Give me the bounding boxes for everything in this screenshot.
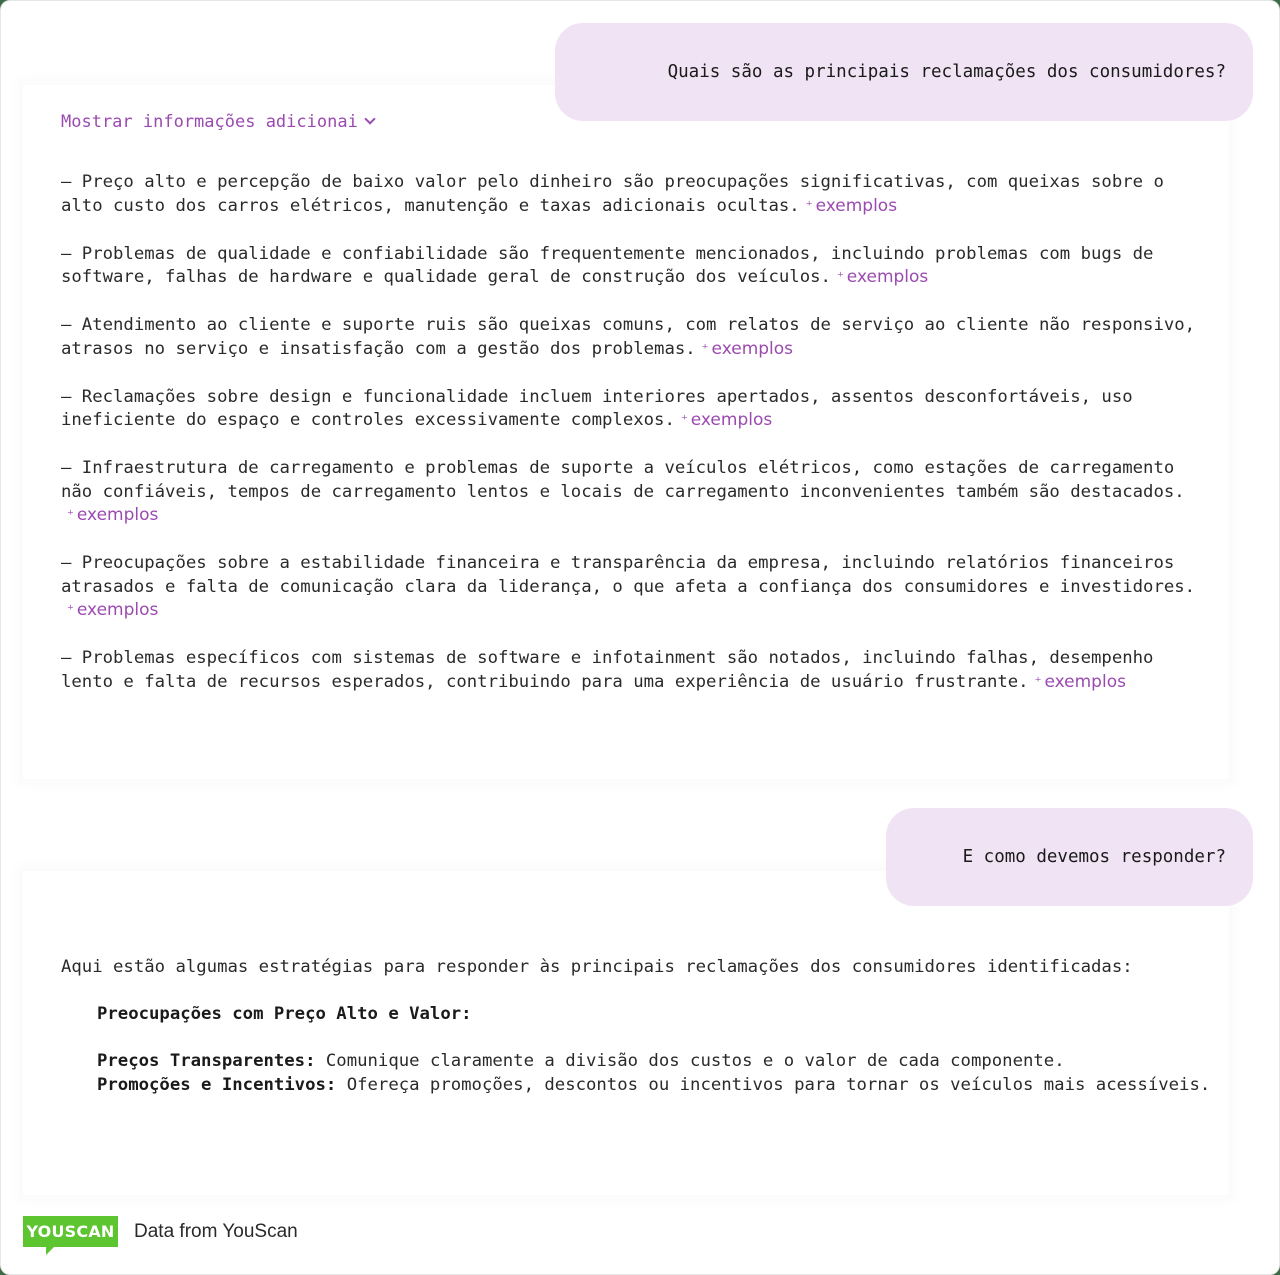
complaint-text: – Problemas de qualidade e confiabilidade são frequentemente mencionados, incluindo problemas com bugs de software, falhas de hardware e qualidade geral de construção dos veículos.	[61, 243, 1154, 287]
examples-link-label: exemplos	[711, 338, 794, 359]
complaint-item	[61, 171, 1201, 219]
examples-link-label: exemplos	[815, 195, 898, 216]
strategy-item	[97, 1050, 1211, 1074]
strategy-label: Preços Transparentes:	[97, 1051, 316, 1071]
youscan-logo	[23, 1216, 118, 1247]
sparkle-icon: ⁺	[701, 341, 709, 357]
answer-subheading: Preocupações com Preço Alto e Valor:	[97, 1004, 472, 1024]
examples-link-label: exemplos	[690, 410, 773, 430]
complaint-text: – Preocupações sobre a estabilidade financeira e transparência da empresa, incluindo relatórios financeiros atrasados e falta de comunicação clara da liderança, o que afeta a confiança dos consumidores e investidores.	[61, 553, 1196, 597]
examples-link-label: exemplos	[1044, 671, 1126, 692]
complaint-item	[61, 314, 1201, 362]
footer	[23, 1216, 298, 1247]
user-message-bubble	[555, 23, 1253, 121]
complaint-item	[61, 647, 1201, 695]
complaint-text: – Reclamações sobre design e funcionalidade incluem interiores apertados, assentos desconfortáveis, uso ineficiente do espaço e controles excessivamente complexos.	[61, 386, 1133, 430]
examples-link[interactable]	[675, 410, 772, 430]
chevron-down-icon	[364, 113, 375, 124]
examples-link-label: exemplos	[76, 600, 159, 620]
sparkle-icon: ⁺	[1034, 674, 1042, 690]
complaints-list	[61, 171, 1201, 719]
strategy-item	[97, 1074, 1211, 1098]
sparkle-icon: ⁺	[67, 508, 74, 523]
sparkle-icon: ⁺	[680, 413, 688, 428]
strategy-label: Promoções e Incentivos:	[97, 1074, 337, 1095]
sparkle-icon: ⁺	[836, 270, 844, 285]
examples-link[interactable]	[831, 267, 928, 287]
show-more-info-label: Mostrar informações adicionai	[61, 112, 358, 132]
data-source-text: Data from YouScan	[134, 1220, 298, 1242]
examples-link[interactable]	[696, 339, 793, 359]
sparkle-icon: ⁺	[67, 603, 74, 618]
complaint-item	[61, 552, 1201, 624]
examples-link-label: exemplos	[76, 505, 159, 525]
complaint-item	[61, 386, 1201, 434]
assistant-answer	[61, 956, 1211, 1097]
answer-intro: Aqui estão algumas estratégias para responder às principais reclamações dos consumidores identificadas:	[61, 957, 1133, 977]
logo-text: YOUSCAN	[26, 1222, 115, 1241]
complaint-text: – Problemas específicos com sistemas de software e infotainment são notados, incluindo falhas, desempenho lento e falta de recursos esperados, contribuindo para uma experiência de usuário frustrante.	[61, 648, 1154, 692]
strategy-text: Comunique claramente a divisão dos custos e o valor de cada componente.	[315, 1051, 1065, 1071]
complaint-text: – Infraestrutura de carregamento e problemas de suporte a veículos elétricos, como estações de carregamento não confiáveis, tempos de carregamento lentos e locais de carregamento inconvenientes também são destacados.	[61, 458, 1185, 502]
user-message-text: Quais são as principais reclamações dos consumidores?	[667, 62, 1226, 82]
examples-link[interactable]	[800, 196, 897, 216]
complaint-item	[61, 243, 1201, 291]
examples-link[interactable]	[61, 505, 158, 525]
complaint-item	[61, 457, 1201, 529]
complaint-text: – Preço alto e percepção de baixo valor pelo dinheiro são preocupações significativas, com queixas sobre o alto custo dos carros elétricos, manutenção e taxas adicionais ocultas.	[61, 172, 1164, 216]
examples-link-label: exemplos	[846, 267, 929, 287]
show-more-info-toggle[interactable]	[61, 112, 374, 132]
strategy-text: Ofereça promoções, descontos ou incentivos para tornar os veículos mais acessíveis.	[336, 1074, 1211, 1095]
complaint-text: – Atendimento ao cliente e suporte ruis são queixas comuns, com relatos de serviço ao cliente não responsivo, atrasos no serviço e insatisfação com a gestão dos problemas.	[61, 315, 1196, 359]
user-message-text: E como devemos responder?	[962, 847, 1226, 867]
user-message-bubble	[886, 808, 1253, 906]
examples-link[interactable]	[1029, 672, 1126, 692]
sparkle-icon: ⁺	[805, 198, 813, 214]
examples-link[interactable]	[61, 600, 158, 620]
